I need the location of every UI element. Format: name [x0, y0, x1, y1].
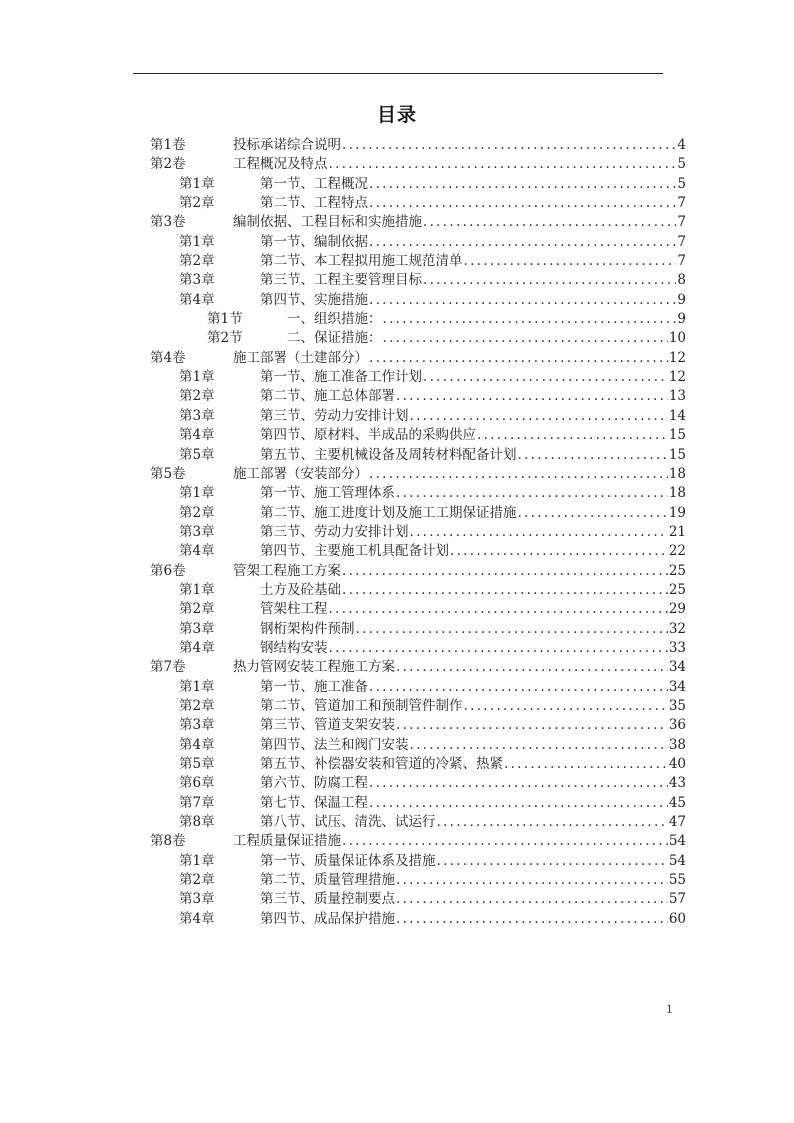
dot-leader [383, 329, 668, 348]
toc-entry-number: 第1章 [179, 485, 215, 502]
toc-entry-title: 第二节、本工程拟用施工规范清单 [260, 253, 463, 270]
toc-entry-title: 工程概况及特点 [233, 156, 328, 173]
toc-entry-link[interactable] [260, 774, 686, 793]
toc-entry-link[interactable] [260, 484, 686, 503]
toc-entry-title: 第四节、主要施工机具配备计划 [260, 543, 449, 560]
toc-entry-title: 土方及砼基础 [260, 581, 341, 598]
toc-entry-link[interactable] [233, 155, 686, 174]
toc-entry-page: 14 [668, 407, 686, 424]
dot-leader [396, 910, 668, 929]
dot-leader [356, 620, 668, 639]
toc-entry-link[interactable] [260, 639, 686, 658]
dot-leader [423, 213, 676, 232]
toc-entry[interactable] [150, 600, 686, 619]
toc-entry-title: 第二节、工程特点 [260, 195, 368, 212]
toc-entry[interactable] [150, 213, 686, 232]
toc-entry-page: 4 [677, 137, 686, 153]
toc-entry-link[interactable] [260, 426, 686, 445]
dot-leader [383, 310, 677, 329]
toc-entry-number: 第8卷 [150, 833, 186, 850]
toc-entry-link[interactable] [260, 175, 686, 194]
toc-entry[interactable] [150, 697, 686, 716]
dot-leader [437, 813, 668, 832]
dot-leader [369, 774, 668, 793]
toc-entry-link[interactable] [260, 813, 686, 832]
toc-entry-link[interactable] [233, 562, 686, 581]
toc-entry-page: 55 [668, 872, 686, 889]
toc-entry-link[interactable] [260, 581, 686, 600]
toc-entry-page: 35 [668, 697, 686, 714]
toc-entry-link[interactable] [260, 291, 686, 310]
toc-entry-title: 第二节、施工进度计划及施工工期保证措施 [260, 504, 517, 521]
dot-leader [423, 271, 676, 290]
dot-leader [369, 291, 676, 310]
toc-entry-page: 57 [668, 891, 686, 908]
toc-entry-number: 第4章 [179, 736, 215, 753]
toc-entry-link[interactable] [233, 658, 686, 677]
toc-entry-page: 43 [668, 775, 686, 792]
toc-entry-number: 第2章 [179, 253, 215, 270]
toc-entry[interactable] [150, 368, 686, 387]
dot-leader [342, 562, 668, 581]
toc-entry-page: 7 [677, 233, 686, 250]
toc-entry[interactable] [150, 271, 686, 290]
dot-leader [518, 446, 668, 465]
toc-entry-title: 第一节、工程概况 [260, 175, 368, 192]
toc-entry[interactable] [150, 136, 686, 155]
toc-entry-title: 第三节、管道支架安装 [260, 717, 395, 734]
toc-entry-number: 第5章 [179, 756, 215, 772]
toc-entry-number: 第1章 [179, 852, 215, 869]
toc-entry-title: 第五节、补偿器安装和管道的冷紧、热紧 [260, 756, 503, 772]
dot-leader [369, 465, 668, 484]
toc-entry-link[interactable] [260, 620, 686, 639]
toc-entry-number: 第4章 [179, 910, 215, 927]
toc-entry-number: 第3章 [179, 272, 215, 289]
toc-entry-number: 第1节 [207, 311, 243, 328]
toc-entry[interactable] [150, 291, 686, 310]
toc-entry-page: 9 [677, 311, 686, 328]
toc-entry-number: 第4章 [179, 427, 215, 444]
toc-entry-link[interactable] [260, 852, 686, 871]
toc-entry-title: 第二节、质量管理措施 [260, 872, 395, 889]
toc-entry-number: 第1章 [179, 175, 215, 192]
toc-entry-number: 第3章 [179, 620, 215, 637]
toc-entry-title: 施工部署（安装部分） [233, 465, 368, 482]
toc-entry-page: 29 [668, 601, 686, 618]
toc-entry[interactable] [150, 774, 686, 793]
toc-entry[interactable] [150, 484, 686, 503]
toc-entry-number: 第6卷 [150, 562, 186, 579]
toc-entry-link[interactable] [260, 542, 686, 561]
toc-entry-title: 一、组织措施： [287, 311, 382, 328]
table-of-contents [150, 136, 686, 929]
dot-leader [329, 155, 677, 174]
toc-entry-number: 第1章 [179, 678, 215, 695]
toc-entry-page: 32 [668, 620, 686, 637]
toc-entry-title: 第五节、主要机械设备及周转材料配备计划 [260, 446, 517, 463]
toc-entry-page: 25 [668, 581, 686, 598]
toc-entry-link[interactable] [233, 349, 686, 368]
dot-leader [342, 581, 668, 600]
dot-leader [342, 832, 668, 851]
toc-entry-number: 第2章 [179, 504, 215, 521]
toc-entry-number: 第1卷 [150, 137, 186, 153]
toc-entry-title: 第八节、试压、清洗、试运行 [260, 814, 436, 831]
toc-entry-page: 38 [668, 736, 686, 753]
toc-entry[interactable] [150, 523, 686, 542]
page-title: 目录 [376, 104, 417, 126]
dot-leader [437, 852, 668, 871]
toc-entry-title: 第六节、防腐工程 [260, 775, 368, 792]
toc-entry-number: 第1章 [179, 369, 215, 386]
toc-entry[interactable] [150, 446, 686, 465]
dot-leader [423, 368, 668, 387]
dot-leader [396, 871, 668, 890]
dot-leader [329, 639, 668, 658]
toc-entry-title: 第三节、质量控制要点 [260, 891, 395, 908]
toc-entry[interactable] [150, 658, 686, 677]
dot-leader [369, 678, 668, 697]
toc-entry-number: 第7章 [179, 794, 215, 811]
toc-entry-link[interactable] [260, 678, 686, 697]
toc-entry-title: 热力管网安装工程施工方案 [233, 659, 395, 676]
toc-entry-link[interactable] [260, 407, 686, 426]
toc-entry[interactable] [150, 794, 686, 813]
toc-entry-title: 编制依据、工程目标和实施措施 [233, 214, 422, 231]
dot-leader [464, 252, 677, 271]
toc-entry[interactable] [150, 871, 686, 890]
toc-entry[interactable] [150, 832, 686, 851]
toc-entry-page: 12 [668, 349, 686, 366]
toc-entry[interactable] [150, 465, 686, 484]
toc-entry-link[interactable] [260, 271, 686, 290]
toc-entry-link[interactable] [260, 504, 686, 523]
dot-leader [450, 542, 668, 561]
toc-entry-number: 第3章 [179, 717, 215, 734]
toc-entry-link[interactable] [260, 446, 686, 465]
toc-entry-title: 第二节、管道加工和预制管件制作 [260, 697, 463, 714]
dot-leader [329, 600, 668, 619]
toc-entry-link[interactable] [260, 794, 686, 813]
toc-entry-page: 47 [668, 814, 686, 831]
dot-leader [369, 194, 676, 213]
toc-entry-title: 管架柱工程 [260, 601, 328, 618]
toc-entry-number: 第2章 [179, 872, 215, 889]
toc-entry[interactable] [150, 252, 686, 271]
toc-entry-page: 18 [668, 465, 686, 482]
toc-entry-number: 第1章 [179, 233, 215, 250]
toc-entry-link[interactable] [260, 600, 686, 619]
toc-entry-page: 15 [668, 427, 686, 444]
toc-entry-title: 第四节、原材料、半成品的采购供应 [260, 427, 476, 444]
toc-entry-page: 7 [677, 195, 686, 212]
dot-leader [396, 890, 668, 909]
toc-entry-page: 54 [668, 852, 686, 869]
toc-entry-number: 第8章 [179, 814, 215, 831]
toc-entry-link[interactable] [287, 329, 686, 348]
toc-entry-link[interactable] [260, 910, 686, 929]
toc-entry-number: 第4卷 [150, 349, 186, 366]
dot-leader [477, 426, 668, 445]
toc-entry[interactable] [150, 504, 686, 523]
toc-entry-link[interactable] [233, 213, 686, 232]
toc-entry[interactable] [150, 910, 686, 929]
dot-leader [396, 484, 668, 503]
toc-entry-title: 施工部署（土建部分） [233, 349, 368, 366]
toc-entry-title: 第三节、劳动力安排计划 [260, 523, 409, 540]
toc-entry[interactable] [150, 736, 686, 755]
toc-entry-page: 19 [668, 504, 686, 521]
dot-leader [369, 233, 676, 252]
toc-entry-number: 第2章 [179, 601, 215, 618]
toc-entry-title: 第一节、施工准备工作计划 [260, 369, 422, 386]
toc-entry-page: 21 [668, 523, 686, 540]
dot-leader [342, 136, 676, 155]
toc-entry-number: 第2章 [179, 195, 215, 212]
toc-entry-link[interactable] [260, 716, 686, 735]
toc-entry[interactable] [150, 387, 686, 406]
toc-entry-number: 第5章 [179, 446, 215, 463]
toc-entry-number: 第5卷 [150, 465, 186, 482]
toc-entry-link[interactable] [287, 310, 686, 329]
toc-entry-link[interactable] [260, 252, 686, 271]
toc-entry-link[interactable] [260, 697, 686, 716]
toc-entry-number: 第1章 [179, 581, 215, 598]
toc-entry[interactable] [150, 678, 686, 697]
dot-leader [410, 736, 668, 755]
toc-entry-page: 54 [668, 833, 686, 850]
toc-entry-title: 工程质量保证措施 [233, 833, 341, 850]
toc-entry-title: 第七节、保温工程 [260, 794, 368, 811]
toc-entry-page: 15 [668, 446, 686, 463]
toc-entry-number: 第4章 [179, 291, 215, 308]
toc-entry-number: 第3卷 [150, 214, 186, 231]
toc-entry-link[interactable] [233, 832, 686, 851]
toc-entry-title: 钢桁架构件预制 [260, 620, 355, 637]
toc-entry-page: 10 [668, 330, 686, 347]
toc-entry[interactable] [150, 639, 686, 658]
dot-leader [518, 504, 668, 523]
toc-entry-link[interactable] [260, 755, 686, 774]
toc-entry-title: 第四节、法兰和阀门安装 [260, 736, 409, 753]
toc-entry[interactable] [150, 581, 686, 600]
dot-leader [504, 755, 668, 774]
toc-entry-title: 管架工程施工方案 [233, 562, 341, 579]
toc-entry[interactable] [150, 852, 686, 871]
toc-entry-number: 第2章 [179, 388, 215, 405]
toc-entry-number: 第2卷 [150, 156, 186, 173]
dot-leader [410, 407, 668, 426]
toc-entry[interactable] [150, 310, 686, 329]
toc-entry-page: 45 [668, 794, 686, 811]
dot-leader [369, 349, 668, 368]
toc-entry-page: 7 [677, 214, 686, 231]
toc-entry-title: 第三节、工程主要管理目标 [260, 272, 422, 289]
toc-entry-page: 34 [668, 678, 686, 695]
toc-entry-page: 8 [677, 272, 686, 289]
toc-entry-link[interactable] [233, 465, 686, 484]
toc-entry-number: 第4章 [179, 639, 215, 656]
toc-entry-link[interactable] [260, 387, 686, 406]
dot-leader [410, 523, 668, 542]
toc-entry-page: 34 [668, 659, 686, 676]
toc-entry[interactable] [150, 813, 686, 832]
toc-entry-page: 9 [677, 291, 686, 308]
toc-entry[interactable] [150, 542, 686, 561]
toc-entry[interactable] [150, 407, 686, 426]
toc-entry-number: 第7卷 [150, 659, 186, 676]
toc-entry-page: 12 [668, 369, 686, 386]
toc-entry[interactable] [150, 562, 686, 581]
toc-entry[interactable] [150, 426, 686, 445]
toc-entry[interactable] [150, 620, 686, 639]
toc-entry-page: 40 [668, 756, 686, 772]
header-rule [133, 73, 663, 74]
toc-entry-title: 第一节、施工准备 [260, 678, 368, 695]
dot-leader [369, 175, 676, 194]
toc-entry-page: 33 [668, 639, 686, 656]
toc-entry-number: 第3章 [179, 891, 215, 908]
toc-entry-number: 第2章 [179, 697, 215, 714]
toc-entry[interactable] [150, 755, 686, 774]
dot-leader [369, 794, 668, 813]
toc-entry-title: 投标承诺综合说明 [233, 137, 341, 153]
toc-entry-link[interactable] [260, 871, 686, 890]
toc-entry[interactable] [150, 349, 686, 368]
toc-entry-number: 第3章 [179, 407, 215, 424]
toc-entry-link[interactable] [260, 890, 686, 909]
toc-entry-page: 25 [668, 562, 686, 579]
toc-entry-link[interactable] [233, 136, 686, 155]
toc-entry-link[interactable] [260, 368, 686, 387]
toc-entry-page: 60 [668, 910, 686, 927]
toc-entry[interactable] [150, 233, 686, 252]
toc-entry-title: 第一节、编制依据 [260, 233, 368, 250]
toc-entry-link[interactable] [260, 736, 686, 755]
toc-entry-title: 第二节、施工总体部署 [260, 388, 395, 405]
toc-entry[interactable] [150, 194, 686, 213]
toc-entry-page: 7 [677, 253, 686, 270]
toc-entry[interactable] [150, 716, 686, 735]
toc-entry-number: 第6章 [179, 775, 215, 792]
toc-entry-title: 第四节、成品保护措施 [260, 910, 395, 927]
toc-entry-title: 第三节、劳动力安排计划 [260, 407, 409, 424]
toc-entry-number: 第4章 [179, 543, 215, 560]
toc-entry-page: 36 [668, 717, 686, 734]
toc-entry-title: 二、保证措施： [287, 330, 382, 347]
toc-entry-link[interactable] [260, 523, 686, 542]
dot-leader [396, 387, 668, 406]
toc-entry[interactable] [150, 175, 686, 194]
toc-entry-link[interactable] [260, 194, 686, 213]
toc-entry-link[interactable] [260, 233, 686, 252]
toc-entry[interactable] [150, 890, 686, 909]
toc-entry[interactable] [150, 329, 686, 348]
toc-entry-page: 18 [668, 485, 686, 502]
toc-entry[interactable] [150, 155, 686, 174]
toc-entry-title: 第一节、质量保证体系及措施 [260, 852, 436, 869]
toc-entry-page: 13 [668, 388, 686, 405]
dot-leader [396, 658, 668, 677]
toc-entry-title: 第一节、施工管理体系 [260, 485, 395, 502]
dot-leader [464, 697, 668, 716]
toc-entry-number: 第3章 [179, 523, 215, 540]
toc-entry-page: 5 [677, 156, 686, 173]
page-number: 1 [666, 1003, 673, 1016]
toc-entry-title: 第四节、实施措施 [260, 291, 368, 308]
toc-entry-title: 钢结构安装 [260, 639, 328, 656]
toc-entry-page: 5 [677, 175, 686, 192]
toc-entry-page: 22 [668, 543, 686, 560]
toc-entry-number: 第2节 [207, 330, 243, 347]
dot-leader [396, 716, 668, 735]
